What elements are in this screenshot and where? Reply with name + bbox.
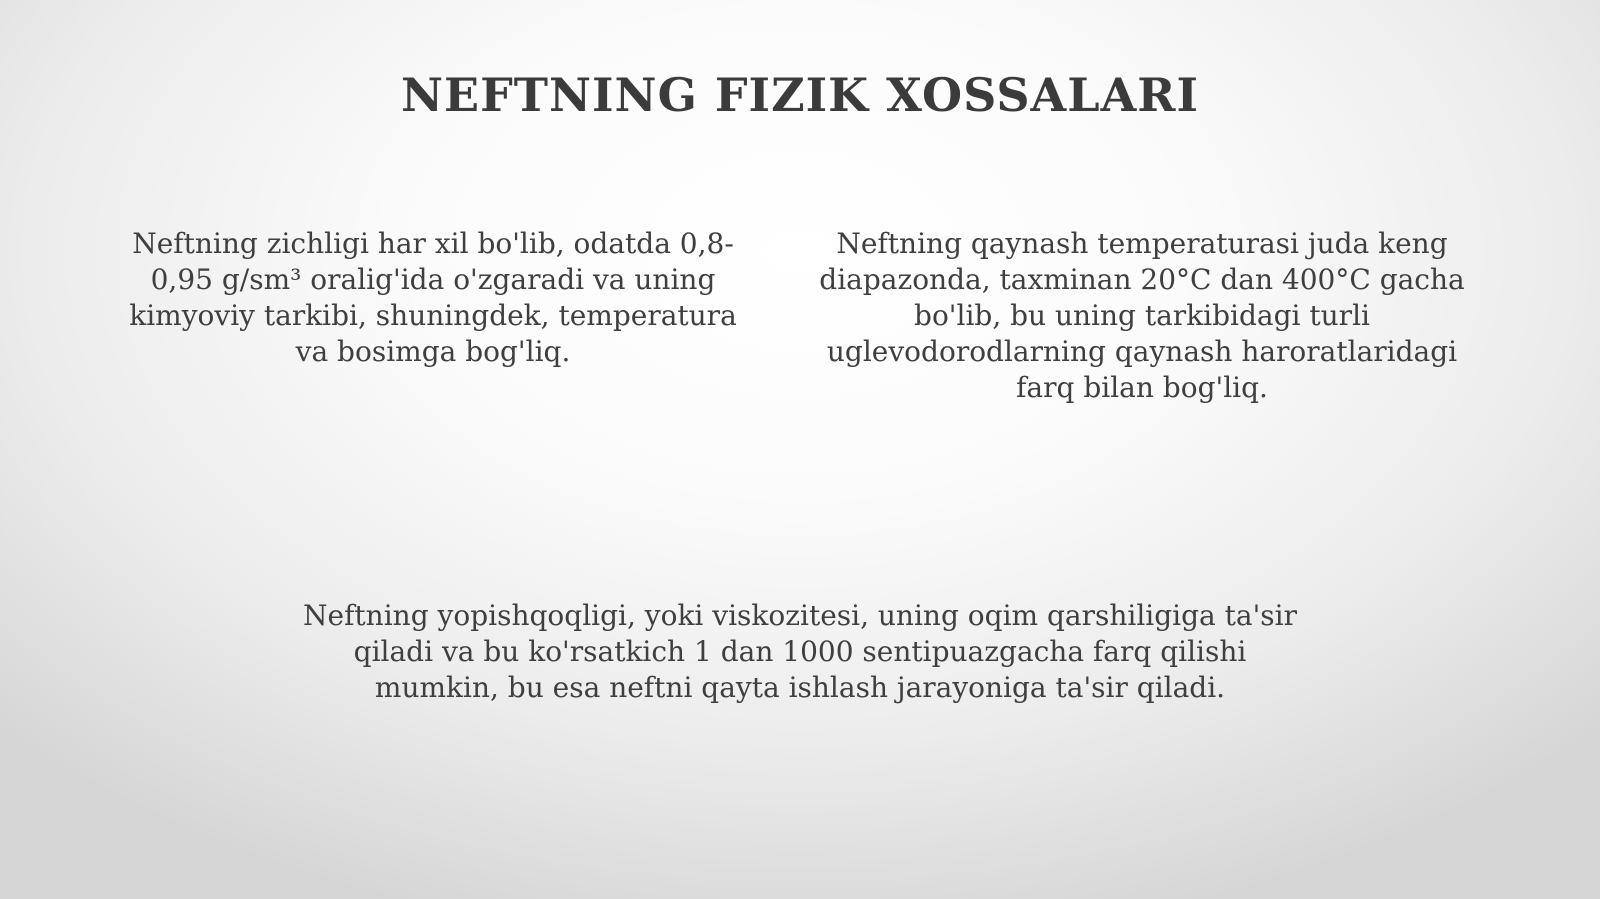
density-paragraph: Neftning zichligi har xil bo'lib, odatda 0,8-0,95 g/sm³ oralig'ida o'zgaradi va uning kimyoviy tarkibi, shuningdek, temperatura va bosimga bog'liq. xyxy=(129,227,737,368)
slide-title: NEFTNING FIZIK XOSSALARI xyxy=(400,68,1200,122)
viscosity-paragraph: Neftning yopishqoqligi, yoki viskozitesi, uning oqim qarshiligiga ta'sir qiladi va bu ko'rsatkich 1 dan 1000 sentipuazgacha farq qilishi mumkin, bu esa neftni qayta ishlash jarayoniga ta'sir qiladi. xyxy=(303,599,1297,704)
boiling-temperature-paragraph: Neftning qaynash temperaturasi juda keng diapazonda, taxminan 20°C dan 400°C gacha bo'lib, bu uning tarkibidagi turli uglevodorodlarning qaynash haroratlaridagi farq bilan bog'liq. xyxy=(819,227,1465,404)
